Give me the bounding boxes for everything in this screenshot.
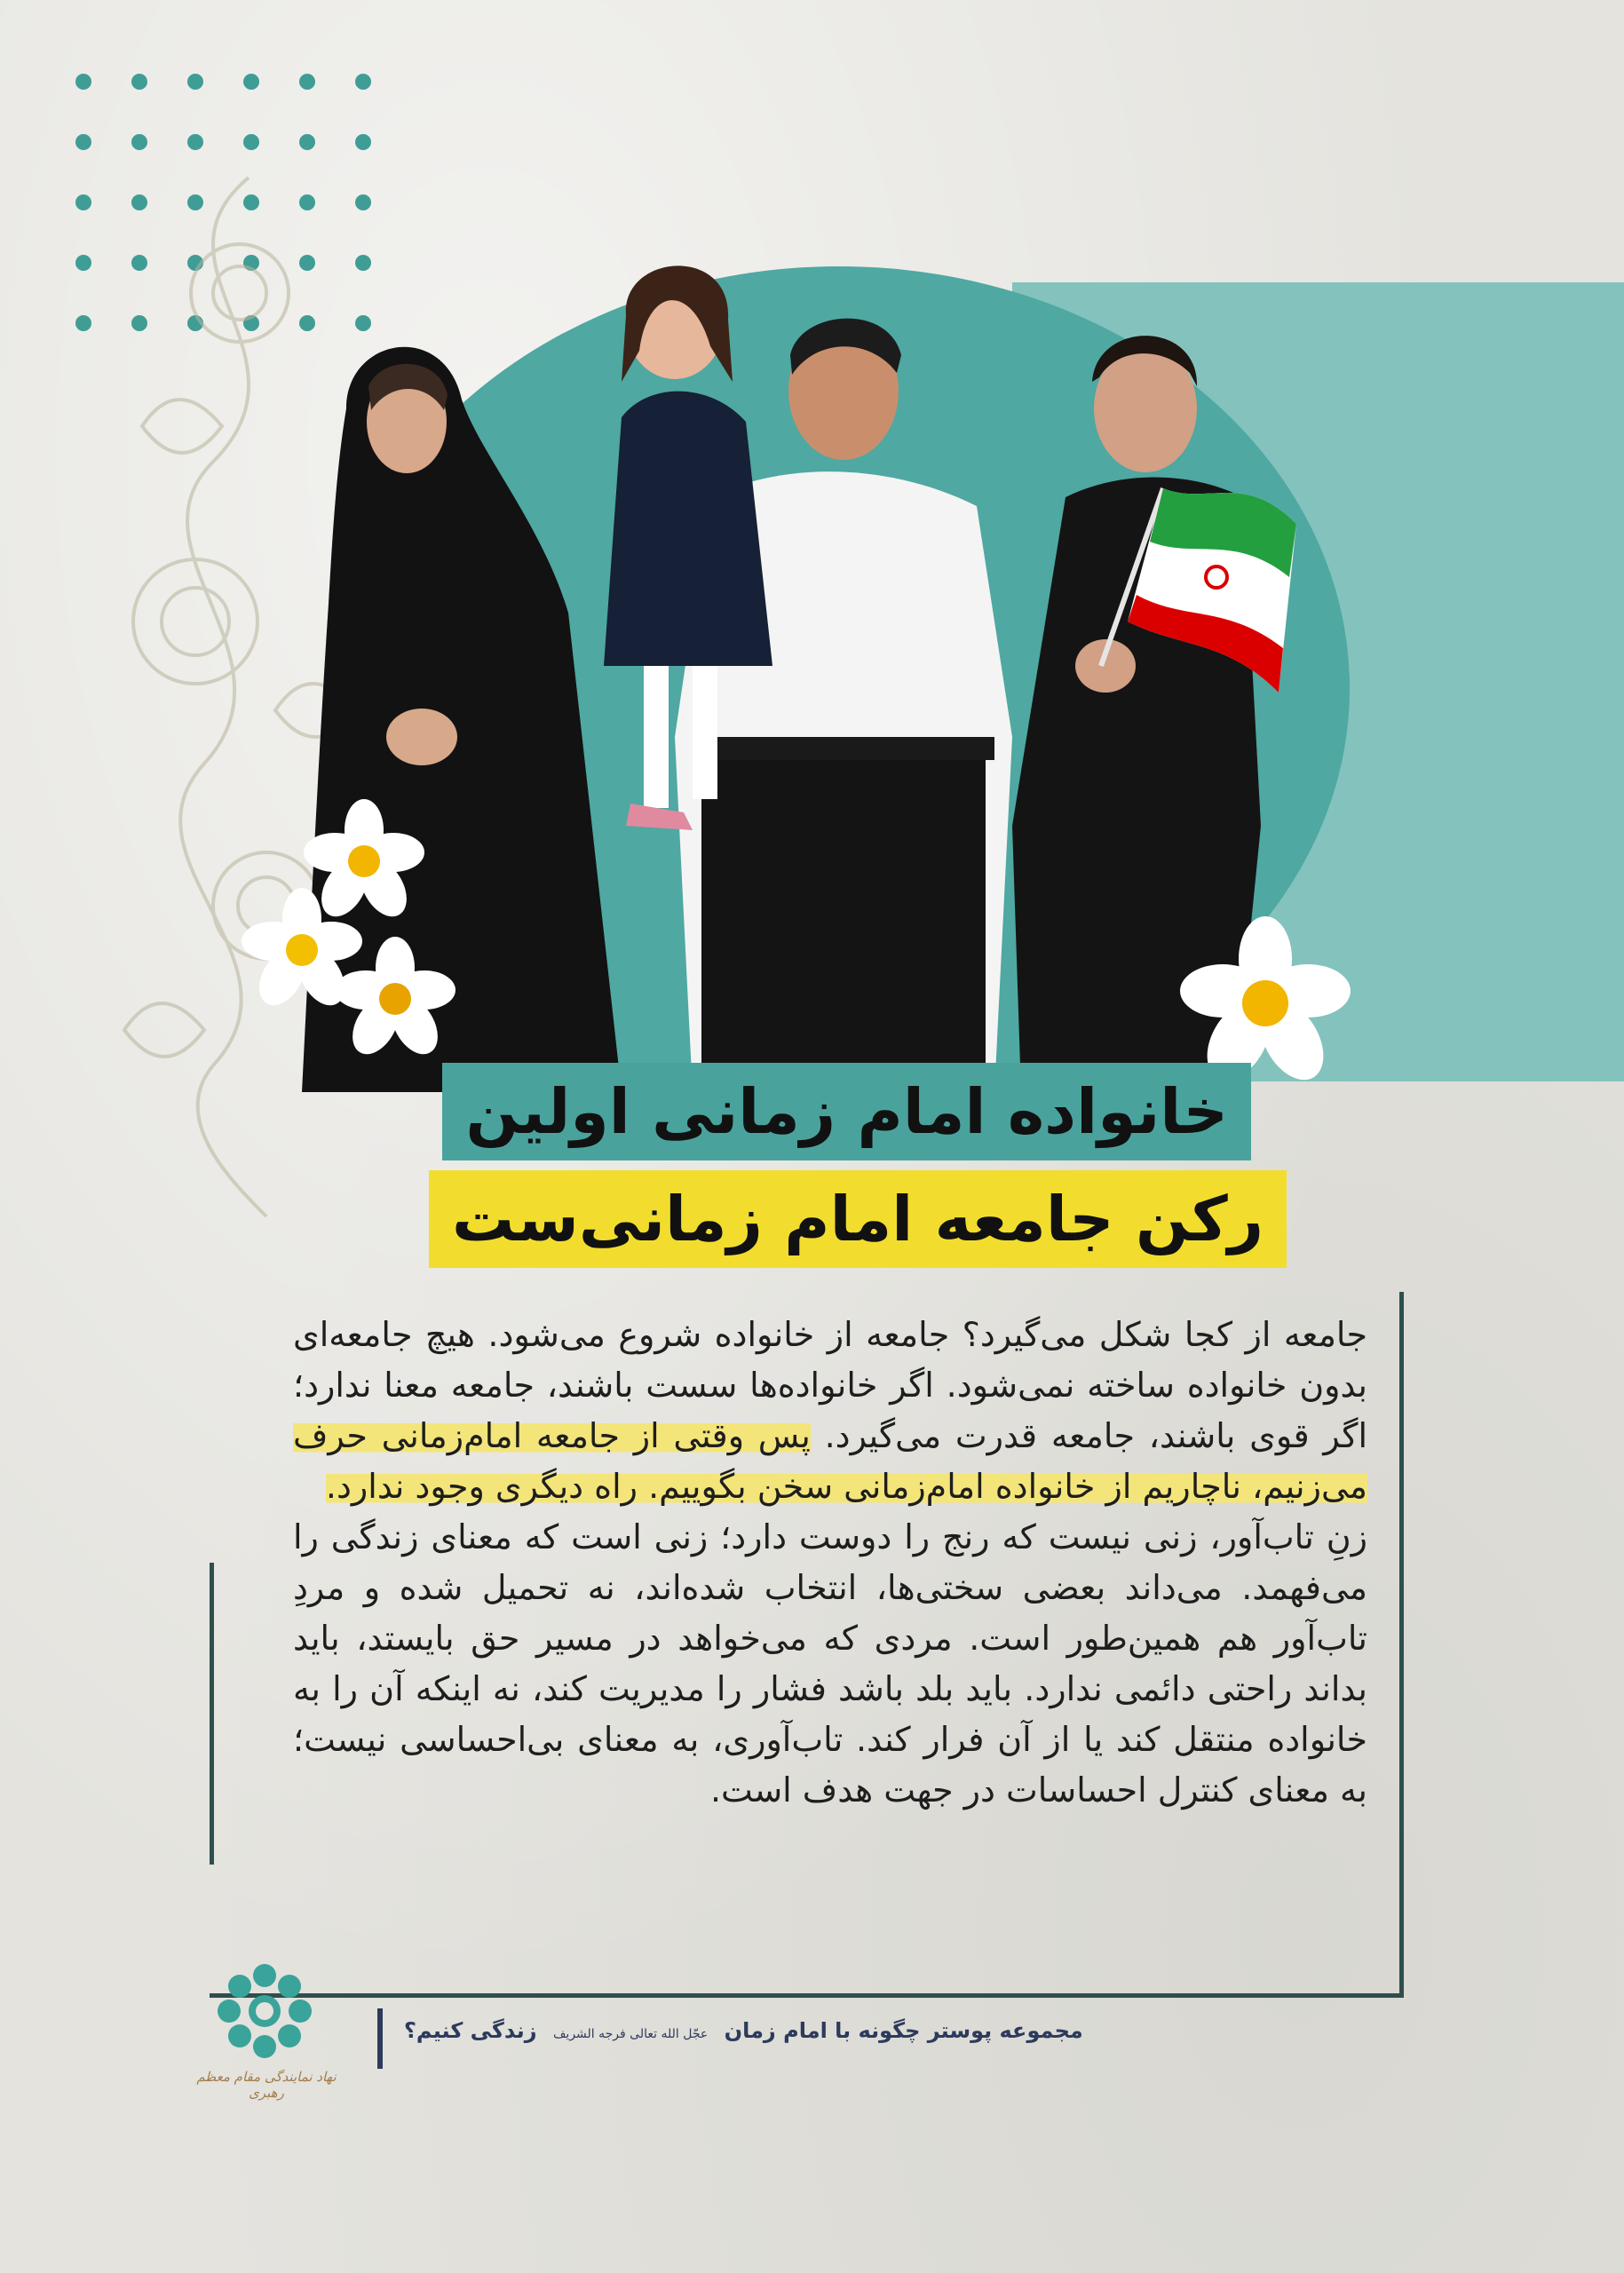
- text-frame-left-bar: [210, 1563, 214, 1865]
- rosette-logo-icon: [211, 1958, 318, 2064]
- title-line-2: رکن جامعه امام زمانی‌ست: [429, 1170, 1287, 1268]
- paragraph-1: [293, 1310, 1367, 1512]
- logo-caption: نهاد نمایندگی مقام معظم رهبری: [196, 2069, 337, 2101]
- narcissus-flower-icon: [240, 799, 462, 1057]
- paragraph-1-text: جامعه از کجا شکل می‌گیرد؟ جامعه از خانواده شروع می‌شود. هیچ جامعه‌ای بدون خانواده ساخته نمی‌شود. اگر خانواده‌ها سست باشند، جامعه معنا ندارد؛ اگر قوی باشند، جامعه قدرت می‌گیرد.: [293, 1315, 1367, 1455]
- body-text: [293, 1310, 1367, 1816]
- title-line-1: خانواده امام زمانی اولین: [442, 1063, 1251, 1160]
- footer-suffix: زندگی کنیم؟: [404, 2018, 537, 2043]
- paragraph-2: زنِ تاب‌آور، زنی نیست که رنج را دوست دارد؛ زنی است که معنای زندگی را می‌فهمد. می‌داند بعضی سختی‌ها، انتخاب شده‌اند، نه تحمیل شده و مردِ تاب‌آور هم همین‌طور است. مردی که می‌خواهد در مسیر حق بایستد، باید بداند راحتی دائمی ندارد. باید بلد باشد فشار را مدیریت کند، نه اینکه آن را به خانواده منتقل کند یا از آن فرار کند. تاب‌آوری، به معنای بی‌احساسی نیست؛ به معنای کنترل احساسات در جهت هدف است.: [293, 1517, 1367, 1810]
- paragraph-1-highlight: پس وقتی از جامعه امام‌زمانی حرف می‌زنیم، ناچاریم از خانواده امام‌زمانی سخن بگوییم. راه دیگری وجود ندارد.: [293, 1416, 1367, 1506]
- footer-series-title: [404, 2018, 1083, 2043]
- footer-divider: [377, 2008, 383, 2069]
- footer-prefix: مجموعه پوستر چگونه با امام زمان: [724, 2018, 1083, 2043]
- footer-salutation: عجّل الله تعالی فرجه الشریف: [552, 2027, 709, 2041]
